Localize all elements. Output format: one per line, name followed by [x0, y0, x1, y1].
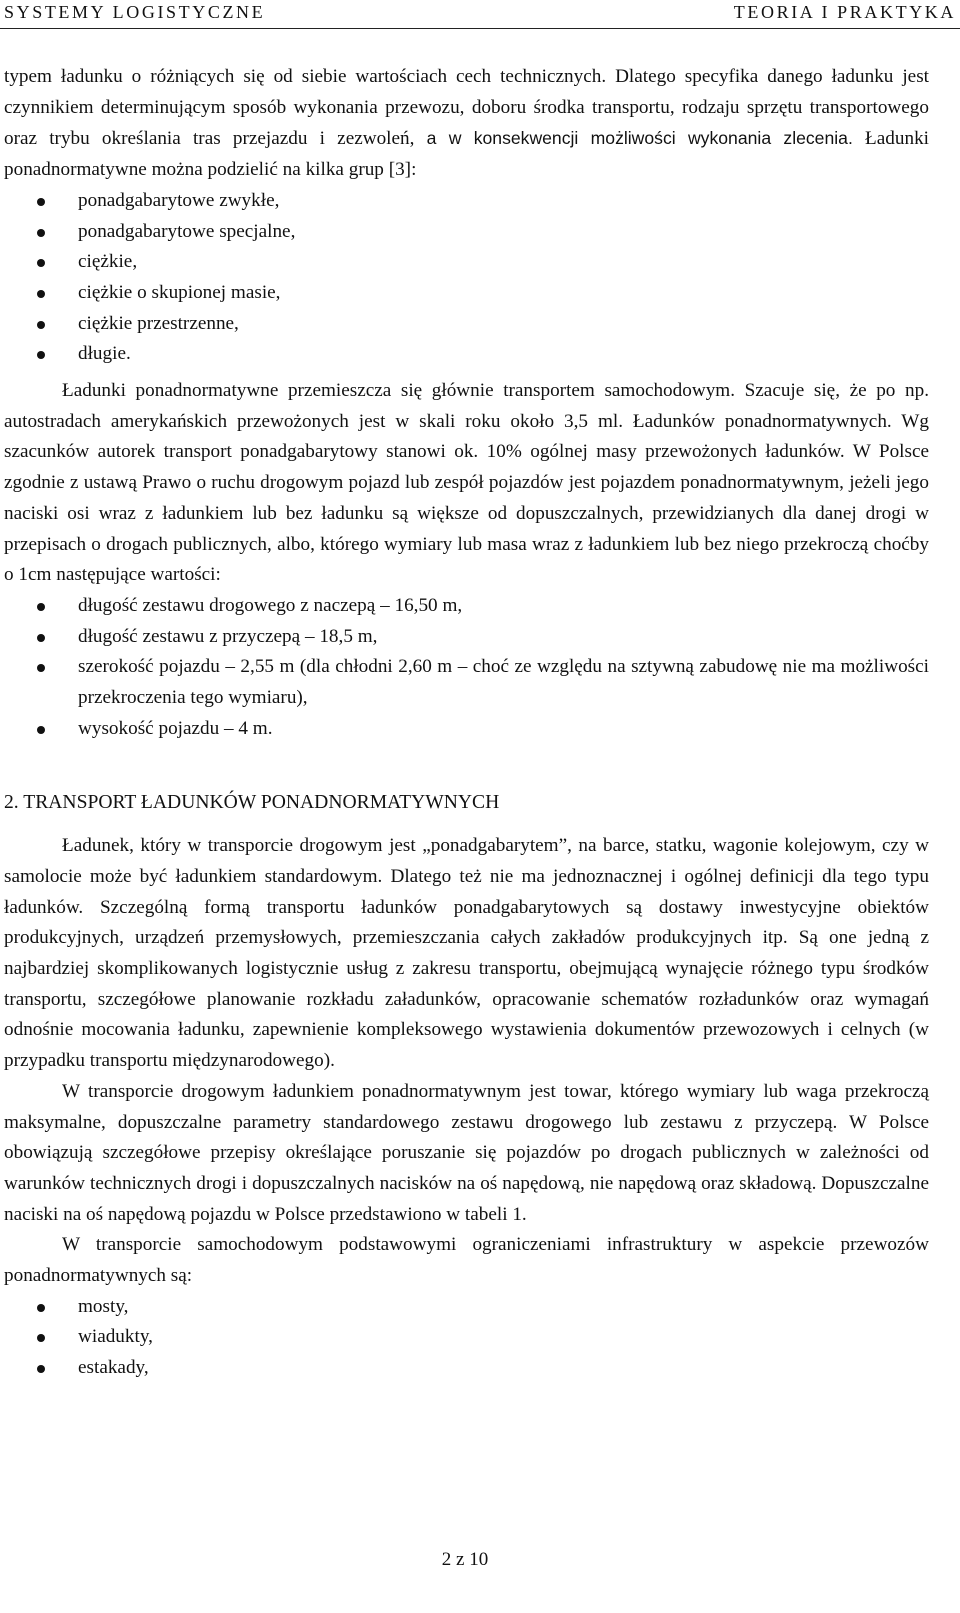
- bullet-icon: [37, 1304, 45, 1312]
- dimension-limits-list: [4, 591, 929, 745]
- header-rule: [0, 28, 960, 29]
- journal-subtitle: TEORIA I PRAKTYKA: [733, 2, 956, 22]
- bullet-icon: [37, 726, 45, 734]
- list-item: długość zestawu drogowego z naczepą – 16,50 m,: [4, 591, 929, 622]
- list-item: szerokość pojazdu – 2,55 m (dla chłodni 2,60 m – choć ze względu na sztywną zabudowę nie ma możliwości przekroczenia tego wymiaru),: [4, 652, 929, 713]
- paragraph-road-transport: W transporcie drogowym ładunkiem ponadnormatywnym jest towar, którego wymiary lub waga przekroczą maksymalne, dopuszczalne parametry standardowego zestawu drogowego lub zestawu z przyczepą. W Polsce obowiązują szczegółowe przepisy określające poruszanie się pojazdów po drogach publicznych w zależności od warunków technicznych drogi i dopuszczalnych nacisków na oś napędową, nie napędową oraz składową. Dopuszczalne naciski na oś napędową pojazdu w Polsce przedstawiono w tabeli 1.: [4, 1080, 929, 1225]
- list-item: wysokość pojazdu – 4 m.: [4, 714, 929, 745]
- paragraph-intro-end: Ładunki ponadnormatywne można podzielić na kilka grup [3]:: [4, 128, 929, 181]
- bullet-icon: [37, 1334, 45, 1342]
- bullet-icon: [37, 634, 45, 642]
- page-number: 2 z 10: [441, 1549, 489, 1570]
- list-item: ciężkie o skupionej masie,: [4, 278, 929, 309]
- bullet-icon: [37, 603, 45, 611]
- bullet-icon: [37, 351, 45, 359]
- paragraph-intro-start: typem ładunku o różniących się od siebie wartościach cech technicznych. Dlatego specyfika danego ładunku jest czynnikiem determinującym sposób wykonania przewozu, doboru środka transportu, rodzaju sprzętu transportowego oraz trybu określania tras przejazdu i zezwoleń,: [4, 66, 929, 150]
- bullet-icon: [37, 259, 45, 267]
- list-item: ciężkie przestrzenne,: [4, 309, 929, 340]
- bullet-icon: [37, 321, 45, 329]
- paragraph-definition: Ładunek, który w transporcie drogowym jest „ponadgabarytem”, na barce, statku, wagonie kolejowym, czy w samolocie może być ładunkiem standardowym. Dlatego też nie ma jednoznacznej i ogólnej definicji dla tego typu ładunków. Szczególną formą transportu ładunków ponadgabarytowych są dostawy inwestycyjne obiektów produkcyjnych, urządzeń przemysłowych, przemieszczania całych zakładów produkcyjnych itp. Są one jedną z najbardziej skomplikowanych logistycznie usług z zakresu transportu, obejmującą wynajęcie różnego typu środków transportu, szczegółowe planowanie rozkładu załadunków, opracowanie schematów rozładunków oraz wymagań odnośnie mocowania ładunku, zapewnienie kompleksowego wystawienia dokumentów przewozowych i celnych (w przypadku transportu międzynarodowego).: [4, 835, 929, 1072]
- list-item: wiadukty,: [4, 1322, 929, 1353]
- bullet-icon: [37, 1365, 45, 1373]
- section-heading: 2. TRANSPORT ŁADUNKÓW PONADNORMATYWNYCH: [4, 792, 500, 814]
- list-item: długość zestawu z przyczepą – 18,5 m,: [4, 622, 929, 653]
- article-body: [4, 62, 929, 1384]
- list-item: ciężkie,: [4, 247, 929, 278]
- paragraph-intro-sans: a w konsekwencji możliwości wykonania zlecenia.: [426, 128, 853, 149]
- list-item: estakady,: [4, 1353, 929, 1384]
- bullet-icon: [37, 664, 45, 672]
- journal-title: SYSTEMY LOGISTYCZNE: [4, 2, 266, 22]
- paragraph-infrastructure: W transporcie samochodowym podstawowymi ograniczeniami infrastruktury w aspekcie przewozów ponadnormatywnych są:: [4, 1234, 929, 1287]
- paragraph-transport: Ładunki ponadnormatywne przemieszcza się głównie transportem samochodowym. Szacuje się, że po np. autostradach amerykańskich przewożonych jest w skali roku około 3,5 ml. Ładunków ponadnormatywnych. Wg szacunków autorek transport ponadgabarytowy stanowi ok. 10% ogólnej masy przewożonych ładunków. W Polsce zgodnie z ustawą Prawo o ruchu drogowym pojazd lub zespół pojazdów jest pojazdem ponadnormatywnym, jeżeli jego naciski osi wraz z ładunkiem lub bez ładunku są większe od dopuszczalnych, przewidzianych dla danej drogi w przepisach o drogach publicznych, albo, którego wymiary lub masa wraz z ładunkiem lub bez niego przekroczą choćby o 1cm następujące wartości:: [4, 380, 929, 586]
- paragraph-intro: [4, 62, 929, 186]
- infrastructure-list: [4, 1292, 929, 1384]
- list-item: długie.: [4, 339, 929, 370]
- bullet-icon: [37, 198, 45, 206]
- bullet-icon: [37, 229, 45, 237]
- bullet-icon: [37, 290, 45, 298]
- cargo-groups-list: [4, 186, 929, 370]
- list-item: ponadgabarytowe specjalne,: [4, 217, 929, 248]
- running-header: [0, 0, 960, 26]
- list-item: mosty,: [4, 1292, 929, 1323]
- list-item: ponadgabarytowe zwykłe,: [4, 186, 929, 217]
